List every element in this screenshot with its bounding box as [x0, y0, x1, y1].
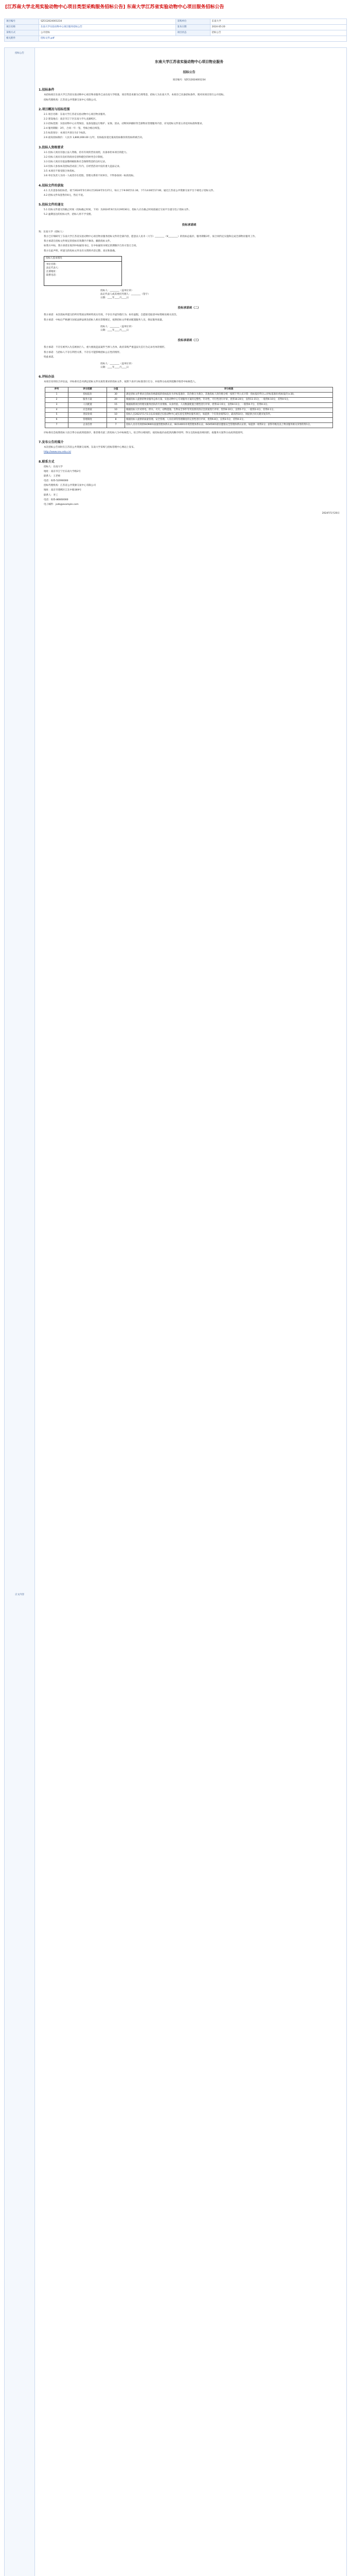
paragraph: 3.1 投标人须具有独立法人资格，持有有效的营业执照，具备承担本项目的能力。 [44, 151, 129, 154]
contact-line: 招标人：东南大学 [44, 465, 63, 468]
page-title: [江苏南大学北苑实验动物中心项目类型采购服务招标公告] 东南大学江苏省实验动物中心项目服务招标公告 [5, 5, 224, 10]
section-heading: 6.评标办法 [39, 375, 55, 379]
paragraph: 3.2 投标人须具有良好的商业信誉和健全的财务会计制度。 [44, 156, 106, 159]
meta-value-link[interactable]: 东南大学实验动物中心项目服务招标公告 [39, 25, 176, 30]
section-heading: 1.招标条件 [39, 88, 55, 92]
paragraph: 如我方中标，我方承诺在收到中标通知书后，在中标通知书规定的期限内与你方签订合同。 [44, 245, 138, 248]
paragraph: 3.6 单位负责人为同一人或者存在控股、管理关系的不同单位，不得参加同一标段投标。 [44, 175, 136, 178]
signature-line: 投标人：________（盖单位章） [100, 362, 134, 365]
score-no: 6 [45, 418, 68, 423]
table-row [45, 418, 333, 423]
link-row [39, 450, 340, 454]
form-title: 投标承诺函 [182, 223, 197, 227]
meta-label: 发布日期 [176, 25, 210, 30]
media-link[interactable]: http://www.seu.edu.cn/ [44, 451, 72, 454]
publish-date: 2024年5月20日 [322, 512, 340, 515]
score-header: 评分标准 [125, 387, 333, 393]
score-no: 5 [45, 413, 68, 418]
table-row [45, 413, 333, 418]
contact-line: 联系人：李工 [44, 494, 58, 497]
paragraph: 本次招标公告同时在江苏省公共资源交易网、东南大学采购与招标管理中心网站上发布。 [44, 446, 136, 449]
table-row [45, 408, 333, 413]
score-no: 2 [45, 398, 68, 403]
label-notice: 招标公告 [15, 52, 24, 55]
meta-label: 相关附件 [5, 36, 39, 42]
score-factor: 企业信誉 [68, 423, 107, 428]
paragraph: 评标委员会按照投标人综合得分由高到低排序，推荐排名前三的投标人为中标候选人。综合得分相同的，按投标报价由低到高顺序排列；得分且投标报价相同的，按服务方案得分由高到低排列。 [44, 431, 245, 434]
signature-line: 法定代表人或其委托代理人：________（签字） [100, 293, 150, 296]
form-title: 投标承诺函（三） [178, 338, 201, 342]
meta-label: 采购方式 [5, 30, 39, 36]
paragraph: 本招标项目东南大学江苏省实验动物中心项目物业服务已由东南大学批准，项目资金来源为自筹资金，招标人为东南大学。本项目已具备招标条件，现对该项目进行公开招标。 [44, 94, 226, 97]
paragraph: 我方承诺：不存在被列入失信被执行人、重大税收违法案件当事人名单、政府采购严重违法失信行为记录名单的情形。 [44, 346, 167, 349]
score-factor: 服务方案 [68, 398, 107, 403]
score-desc: 根据投标人提供的质量管理、安全管理、人员培训等管理制度的完善性进行评审，优得6-8分，良得3-5分，差得0-2分。 [125, 418, 333, 423]
contact-line: 招标代理机构：江苏省公共资源交易中心有限公司 [44, 484, 96, 487]
signature-line: 投标人：________（盖单位章） [100, 325, 134, 328]
project-number: 项目编号：SZCG2024001234 [172, 79, 206, 82]
score-no: 7 [45, 423, 68, 428]
score-desc: 满足招标文件要求且投标价格最低的投标报价为评标基准价，其价格分为满分。其他投标人的价格分统一按照下列公式计算：投标报价得分=(评标基准价/投标报价)×30。 [125, 393, 333, 398]
score-factor: 应急预案 [68, 408, 107, 413]
score-value: 7 [107, 423, 125, 428]
score-factor: 管理制度 [68, 418, 107, 423]
meta-value: 东南大学 [210, 19, 347, 25]
signature-block [100, 289, 340, 300]
bidder-info-box [44, 256, 122, 286]
paragraph: 2.6 最高投标限价：人民币 3,800,000.00 元/年，投标报价超过最高投标限价的投标将被否决。 [44, 137, 145, 140]
score-value: 10 [107, 413, 125, 418]
paragraph: 2.5 标段划分：本项目共划分为1个标段。 [44, 132, 88, 135]
meta-value: 2024-05-20 [210, 25, 347, 30]
paragraph: 我方在此声明，所递交的投标文件及有关资料内容完整、真实和准确。 [44, 249, 117, 252]
attachment-link[interactable]: 招标文件.pdf [39, 36, 347, 42]
signature-line: 日期：____年____月____日 [100, 296, 129, 299]
meta-label: 项目编号 [5, 19, 39, 25]
score-value: 30 [107, 393, 125, 398]
score-desc: 根据投标人提供的物业服务总体方案、实验动物中心专项服务方案的完整性、针对性、可行性进行评审，优得16-20分，良得11-15分，一般得6-10分，差得0-5分。 [125, 398, 333, 403]
table-row [45, 423, 333, 428]
signature-line: 投标人：________（盖单位章） [100, 289, 134, 292]
table-row [45, 393, 333, 398]
signature-block [100, 362, 340, 369]
section-heading: 2.项目概况与招标范围 [39, 107, 70, 111]
score-value: 10 [107, 408, 125, 413]
score-factor: 类似业绩 [68, 413, 107, 418]
content-frame [4, 47, 347, 2576]
score-desc: 投标人具有有效的ISO9001质量管理体系认证、ISO14001环境管理体系认证、ISO45001职业健康安全管理体系认证的，每提供一项得2分；获得市级及以上物业服务相关荣誉的得1分。 [125, 423, 333, 428]
score-header: 评分因素 [68, 387, 107, 393]
section-heading: 8.联系方式 [39, 460, 55, 464]
contact-line: 地址：南京市建邺区江东中路369号 [44, 489, 82, 492]
paragraph: 3.4 投标人参加本次招标活动前三年内，在经营活动中没有重大违法记录。 [44, 165, 122, 168]
paragraph: 我方承诺：中标后严格遵守国家法律法规及招标人相关管理规定，按照招标文件要求配置服务人员，保证服务质量。 [44, 318, 165, 321]
section-heading: 7.发布公告的媒介 [39, 440, 64, 445]
paragraph: 2.1 项目名称：东南大学江苏省实验动物中心项目物业服务。 [44, 113, 108, 116]
meta-label: 采购单位 [176, 19, 210, 25]
doc-subtitle: 招标公告 [183, 70, 196, 74]
paragraph: 5.1 投标文件递交的截止时间（投标截止时间，下同）为2024年6月12日9时30分，投标人应在截止时间前通过交易平台递交电子投标文件。 [44, 209, 191, 212]
score-value: 15 [107, 402, 125, 408]
score-table [45, 387, 333, 428]
section-heading: 4.招标文件的获取 [39, 183, 64, 188]
page-root [0, 4, 351, 2576]
meta-table [4, 19, 347, 42]
paragraph: 本项目采用综合评估法，评标委员会对满足招标文件实质性要求的投标文件，按照下表评分标准进行打分，并按得分由高到低顺序推荐中标候选人。 [44, 381, 198, 384]
contact-line: 电话：025-52090000 [44, 480, 68, 483]
paragraph: 2.3 招标范围：实验动物中心日常保洁、设备设施运行维护、安保、消杀、动物饲养辅助等全部物业管理服务内容，详见招标文件第五章技术标准和要求。 [44, 123, 204, 126]
signature-line: 日期：____年____月____日 [100, 366, 129, 369]
meta-value: 公开招标 [39, 30, 176, 36]
section-heading: 5.投标文件的递交 [39, 203, 64, 207]
paragraph: 特此承诺。 [44, 355, 56, 359]
meta-label: 项目名称 [5, 25, 39, 30]
score-header: 分值 [107, 387, 125, 393]
score-value: 8 [107, 418, 125, 423]
paragraph: 我方承诺：本次投标所提交的所有资质证明材料真实有效，不存在弄虚作假行为；如有虚假，自愿接受取消中标资格及相关处罚。 [44, 314, 179, 317]
paragraph: 5.2 逾期送达的投标文件，招标人将不予受理。 [44, 213, 94, 216]
form-intro: 致：东南大学（招标人） [39, 231, 65, 234]
paragraph: 招标代理机构：江苏省公共资源交易中心有限公司。 [44, 98, 98, 101]
paragraph: 我方已仔细研究了东南大学江苏省实验动物中心项目物业服务招标文件的全部内容，愿意以人民币（大写）________（¥________）的投标总报价，服务期限3年，按合同约定实施和完成全部物业服务工作。 [44, 235, 257, 239]
paragraph: 4.2 招标文件每套售价0元，售后不退。 [44, 194, 85, 197]
label-column [5, 48, 35, 2576]
score-desc: 根据投标人针对停电、停水、火灾、动物逃逸、生物安全事件等突发情况的应急预案进行评审，优得8-10分，良得5-7分，一般得2-4分，差得0-1分。 [125, 408, 333, 413]
section-heading: 3.投标人资格要求 [39, 145, 64, 149]
signature-block [100, 325, 340, 332]
score-no: 1 [45, 393, 68, 398]
score-factor: 投标报价 [68, 393, 107, 398]
signature-line: 日期：____年____月____日 [100, 329, 129, 332]
paragraph: 我方承诺：与招标人不存在利害关系，不存在可能影响招标公正性的情形。 [44, 351, 122, 354]
score-desc: 投标人自2021年1月1日以来承接过实验动物中心或实验室类物业服务项目，每提供一个有效业绩得2分，最高得10分。须提供合同关键页复印件。 [125, 413, 333, 418]
doc-title: 东南大学江苏省实验动物中心项目物业服务 [155, 60, 223, 64]
paragraph: 2.2 建设地点：南京市江宁区东南大学九龙湖校区。 [44, 118, 98, 121]
contact-line: 电话：025-86660000 [44, 498, 68, 501]
contact-line: 联系人：王老师 [44, 475, 61, 478]
meta-value: SZCG2024001234 [39, 19, 176, 25]
meta-value: 招标公告 [210, 30, 347, 36]
contact-line: 地址：南京市江宁区东南大学路2号 [44, 470, 81, 473]
score-factor: 人员配置 [68, 402, 107, 408]
paragraph: 我方承诺在招标文件规定的投标有效期内不修改、撤销投标文件。 [44, 240, 113, 243]
table-row [45, 398, 333, 403]
label-body: 正文内容 [15, 1594, 24, 1596]
paragraph: 4.1 凡有意参加投标者，请于2024年5月20日至2024年5月27日，每日上午9:00至11:30，下午14:00至17:00，通过江苏省公共资源交易平台下载电子招标文件。 [44, 189, 216, 192]
score-desc: 根据拟派项目经理及服务团队的专业资格、从业经验、人员数量配置合理性进行评审，优得12-15分，良得8-11分，一般得4-7分，差得0-3分。 [125, 402, 333, 408]
contact-line: 电子邮件：jszb@example.com [44, 503, 79, 506]
score-no: 3 [45, 402, 68, 408]
score-no: 4 [45, 408, 68, 413]
table-row [45, 402, 333, 408]
form-title: 投标承诺函（二） [178, 306, 201, 310]
score-value: 20 [107, 398, 125, 403]
paragraph: 3.3 投标人须具有依法缴纳税收和社会保障资金的良好记录。 [44, 161, 108, 164]
meta-label: 项目状态 [176, 30, 210, 36]
score-header: 序号 [45, 387, 68, 393]
box-heading: 投标人基本情况 [44, 257, 121, 262]
paragraph: 3.5 本项目不接受联合体投标。 [44, 170, 77, 173]
paragraph: 2.4 服务期限：3年，合同一年一签，考核合格后续签。 [44, 127, 102, 130]
box-body: 单位名称： 法定代表人： 注册地址： 联系电话： [46, 263, 60, 277]
document-body [39, 48, 340, 2576]
